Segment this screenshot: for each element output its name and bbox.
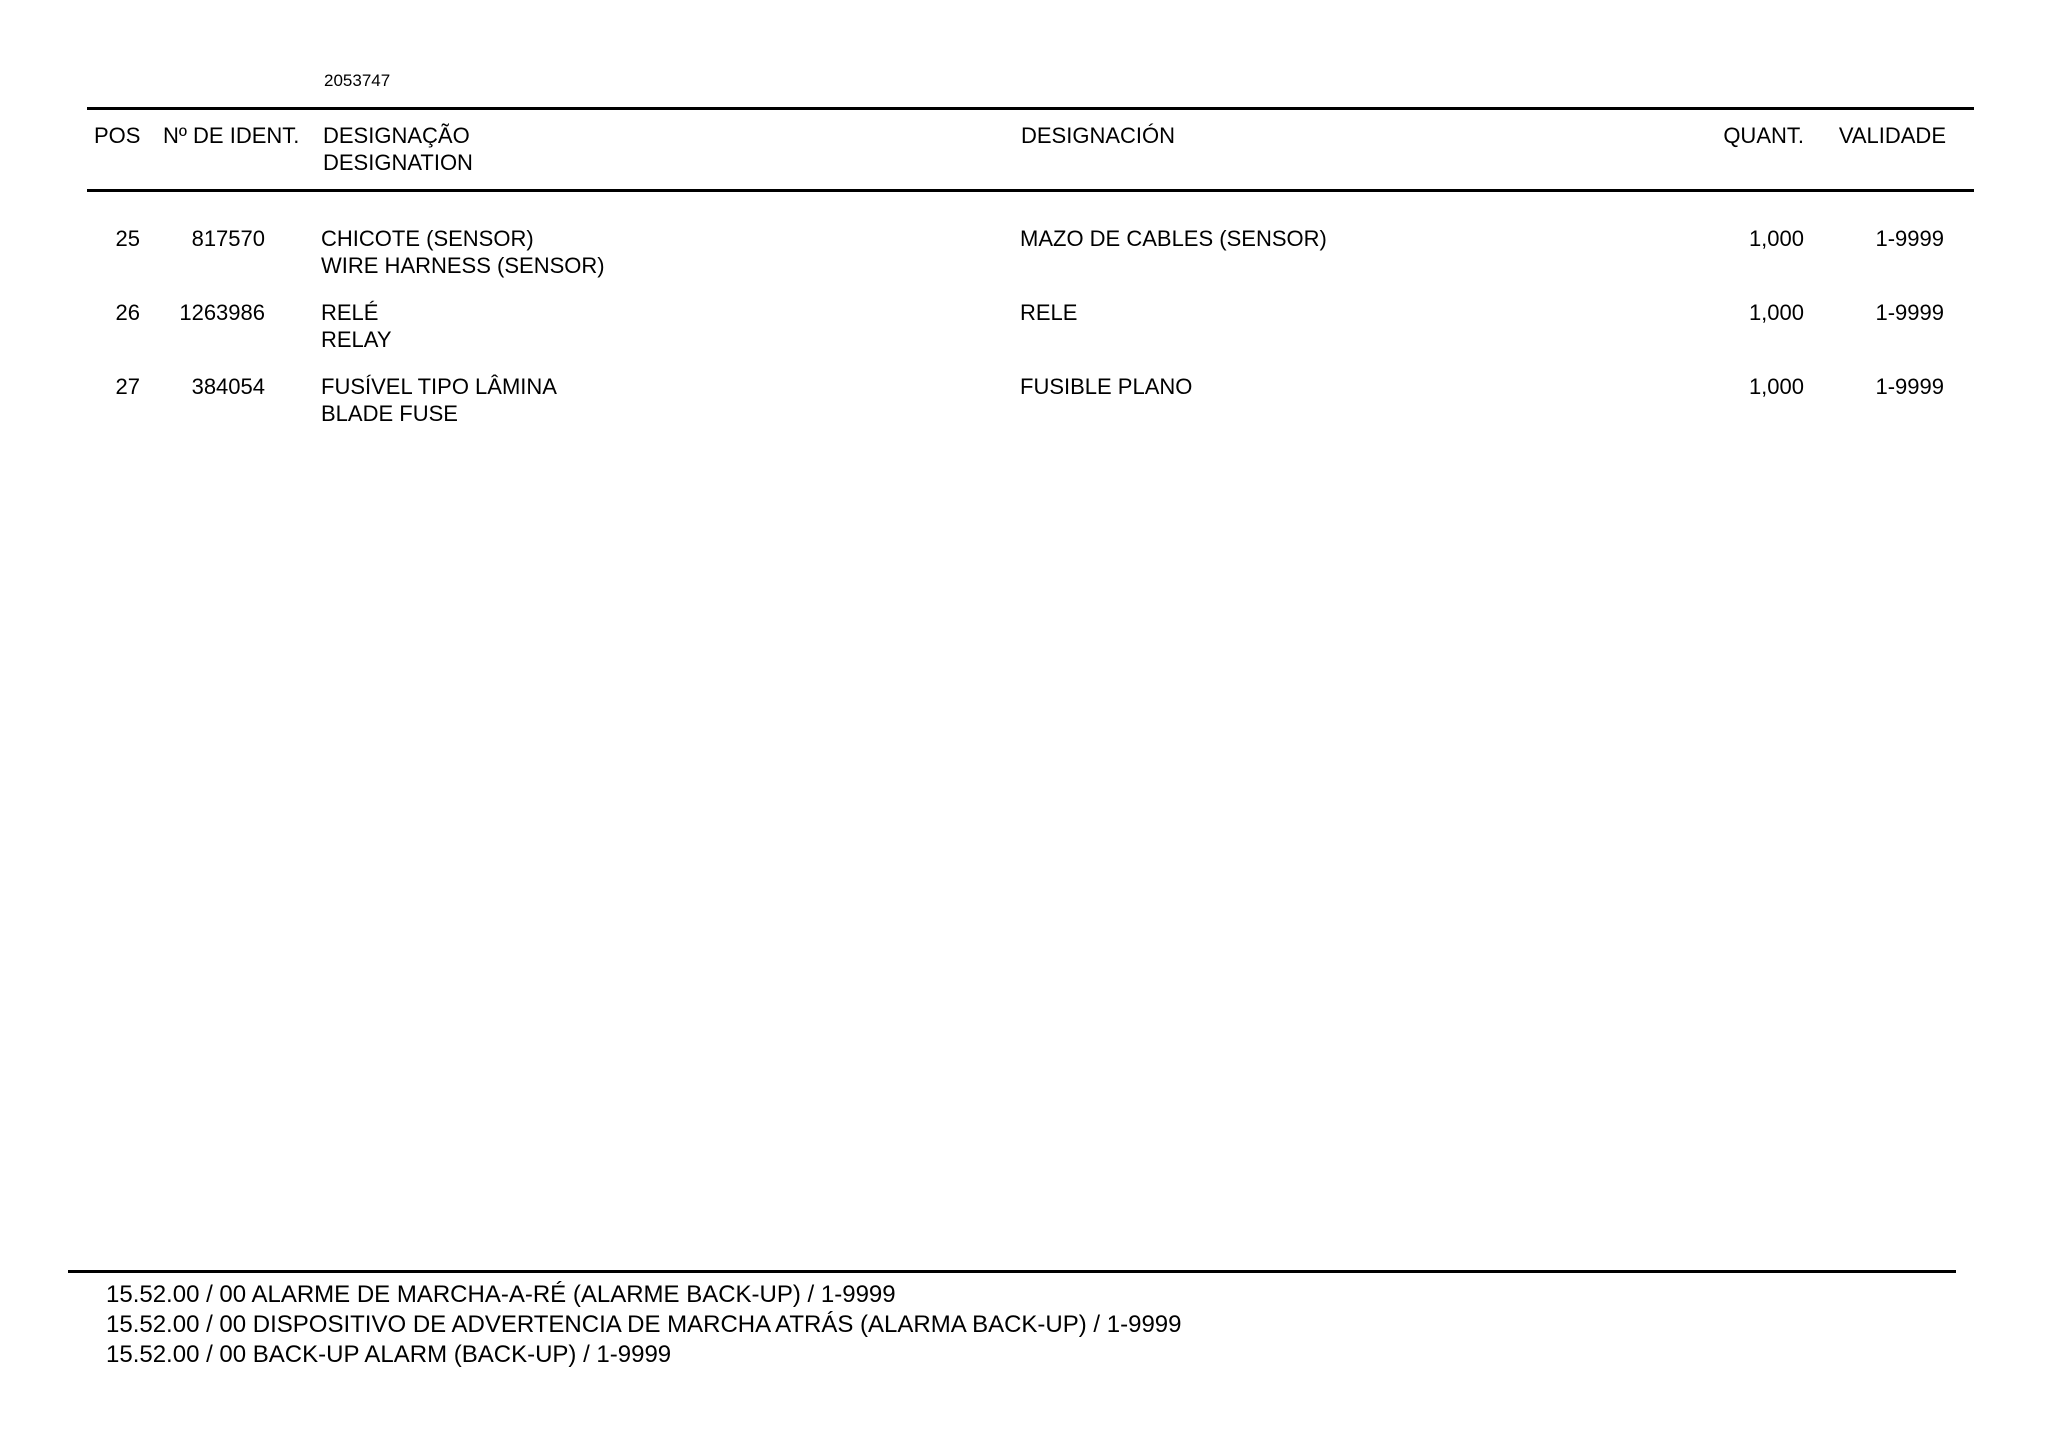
- row-pos: 25: [115, 226, 140, 251]
- row-designation-en: WIRE HARNESS (SENSOR): [321, 253, 605, 278]
- column-header-designation-en: DESIGNATION: [323, 150, 473, 175]
- row-pos: 26: [115, 300, 140, 325]
- top-divider: [87, 107, 1974, 110]
- column-header-designation: [323, 122, 473, 176]
- row-quantity: 1,000: [1748, 226, 1804, 251]
- row-designation-pt: FUSÍVEL TIPO LÂMINA: [321, 374, 557, 399]
- row-designation: [321, 299, 392, 353]
- row-validity: 1-9999: [1875, 374, 1944, 399]
- row-designation-pt: RELÉ: [321, 300, 379, 325]
- footer-group-en: 15.52.00 / 00 BACK-UP ALARM (BACK-UP) / 1-9999: [106, 1341, 672, 1368]
- row-quantity: 1,000: [1748, 374, 1804, 399]
- row-designation: [321, 373, 557, 427]
- table-row: [0, 225, 2048, 285]
- table-row: [0, 299, 2048, 359]
- row-designation-en: RELAY: [321, 327, 392, 352]
- footer-divider: [68, 1270, 1956, 1273]
- footer-group-es: 15.52.00 / 00 DISPOSITIVO DE ADVERTENCIA DE MARCHA ATRÁS (ALARMA BACK-UP) / 1-9999: [106, 1311, 1182, 1338]
- row-quantity: 1,000: [1748, 300, 1804, 325]
- row-designation-es: RELE: [1020, 300, 1078, 325]
- row-designation-es: MAZO DE CABLES (SENSOR): [1020, 226, 1327, 251]
- document-number: 2053747: [324, 71, 391, 90]
- column-header-validity: VALIDADE: [1838, 123, 1946, 148]
- row-ident: 384054: [191, 374, 265, 399]
- column-header-designation-pt: DESIGNAÇÃO: [323, 123, 470, 148]
- column-header-pos: POS: [94, 123, 141, 148]
- row-designation-pt: CHICOTE (SENSOR): [321, 226, 534, 251]
- footer-group-pt: 15.52.00 / 00 ALARME DE MARCHA-A-RÉ (ALARME BACK-UP) / 1-9999: [106, 1281, 896, 1308]
- row-designation-en: BLADE FUSE: [321, 401, 458, 426]
- row-ident: 817570: [191, 226, 265, 251]
- row-ident: 1263986: [179, 300, 265, 325]
- table-row: [0, 373, 2048, 433]
- header-divider: [87, 189, 1974, 192]
- row-designation: [321, 225, 605, 279]
- column-header-designation-es: DESIGNACIÓN: [1021, 123, 1176, 148]
- row-validity: 1-9999: [1875, 300, 1944, 325]
- row-validity: 1-9999: [1875, 226, 1944, 251]
- row-designation-es: FUSIBLE PLANO: [1020, 374, 1193, 399]
- column-header-ident: Nº DE IDENT.: [163, 123, 300, 148]
- column-header-quantity: QUANT.: [1723, 123, 1804, 148]
- row-pos: 27: [115, 374, 140, 399]
